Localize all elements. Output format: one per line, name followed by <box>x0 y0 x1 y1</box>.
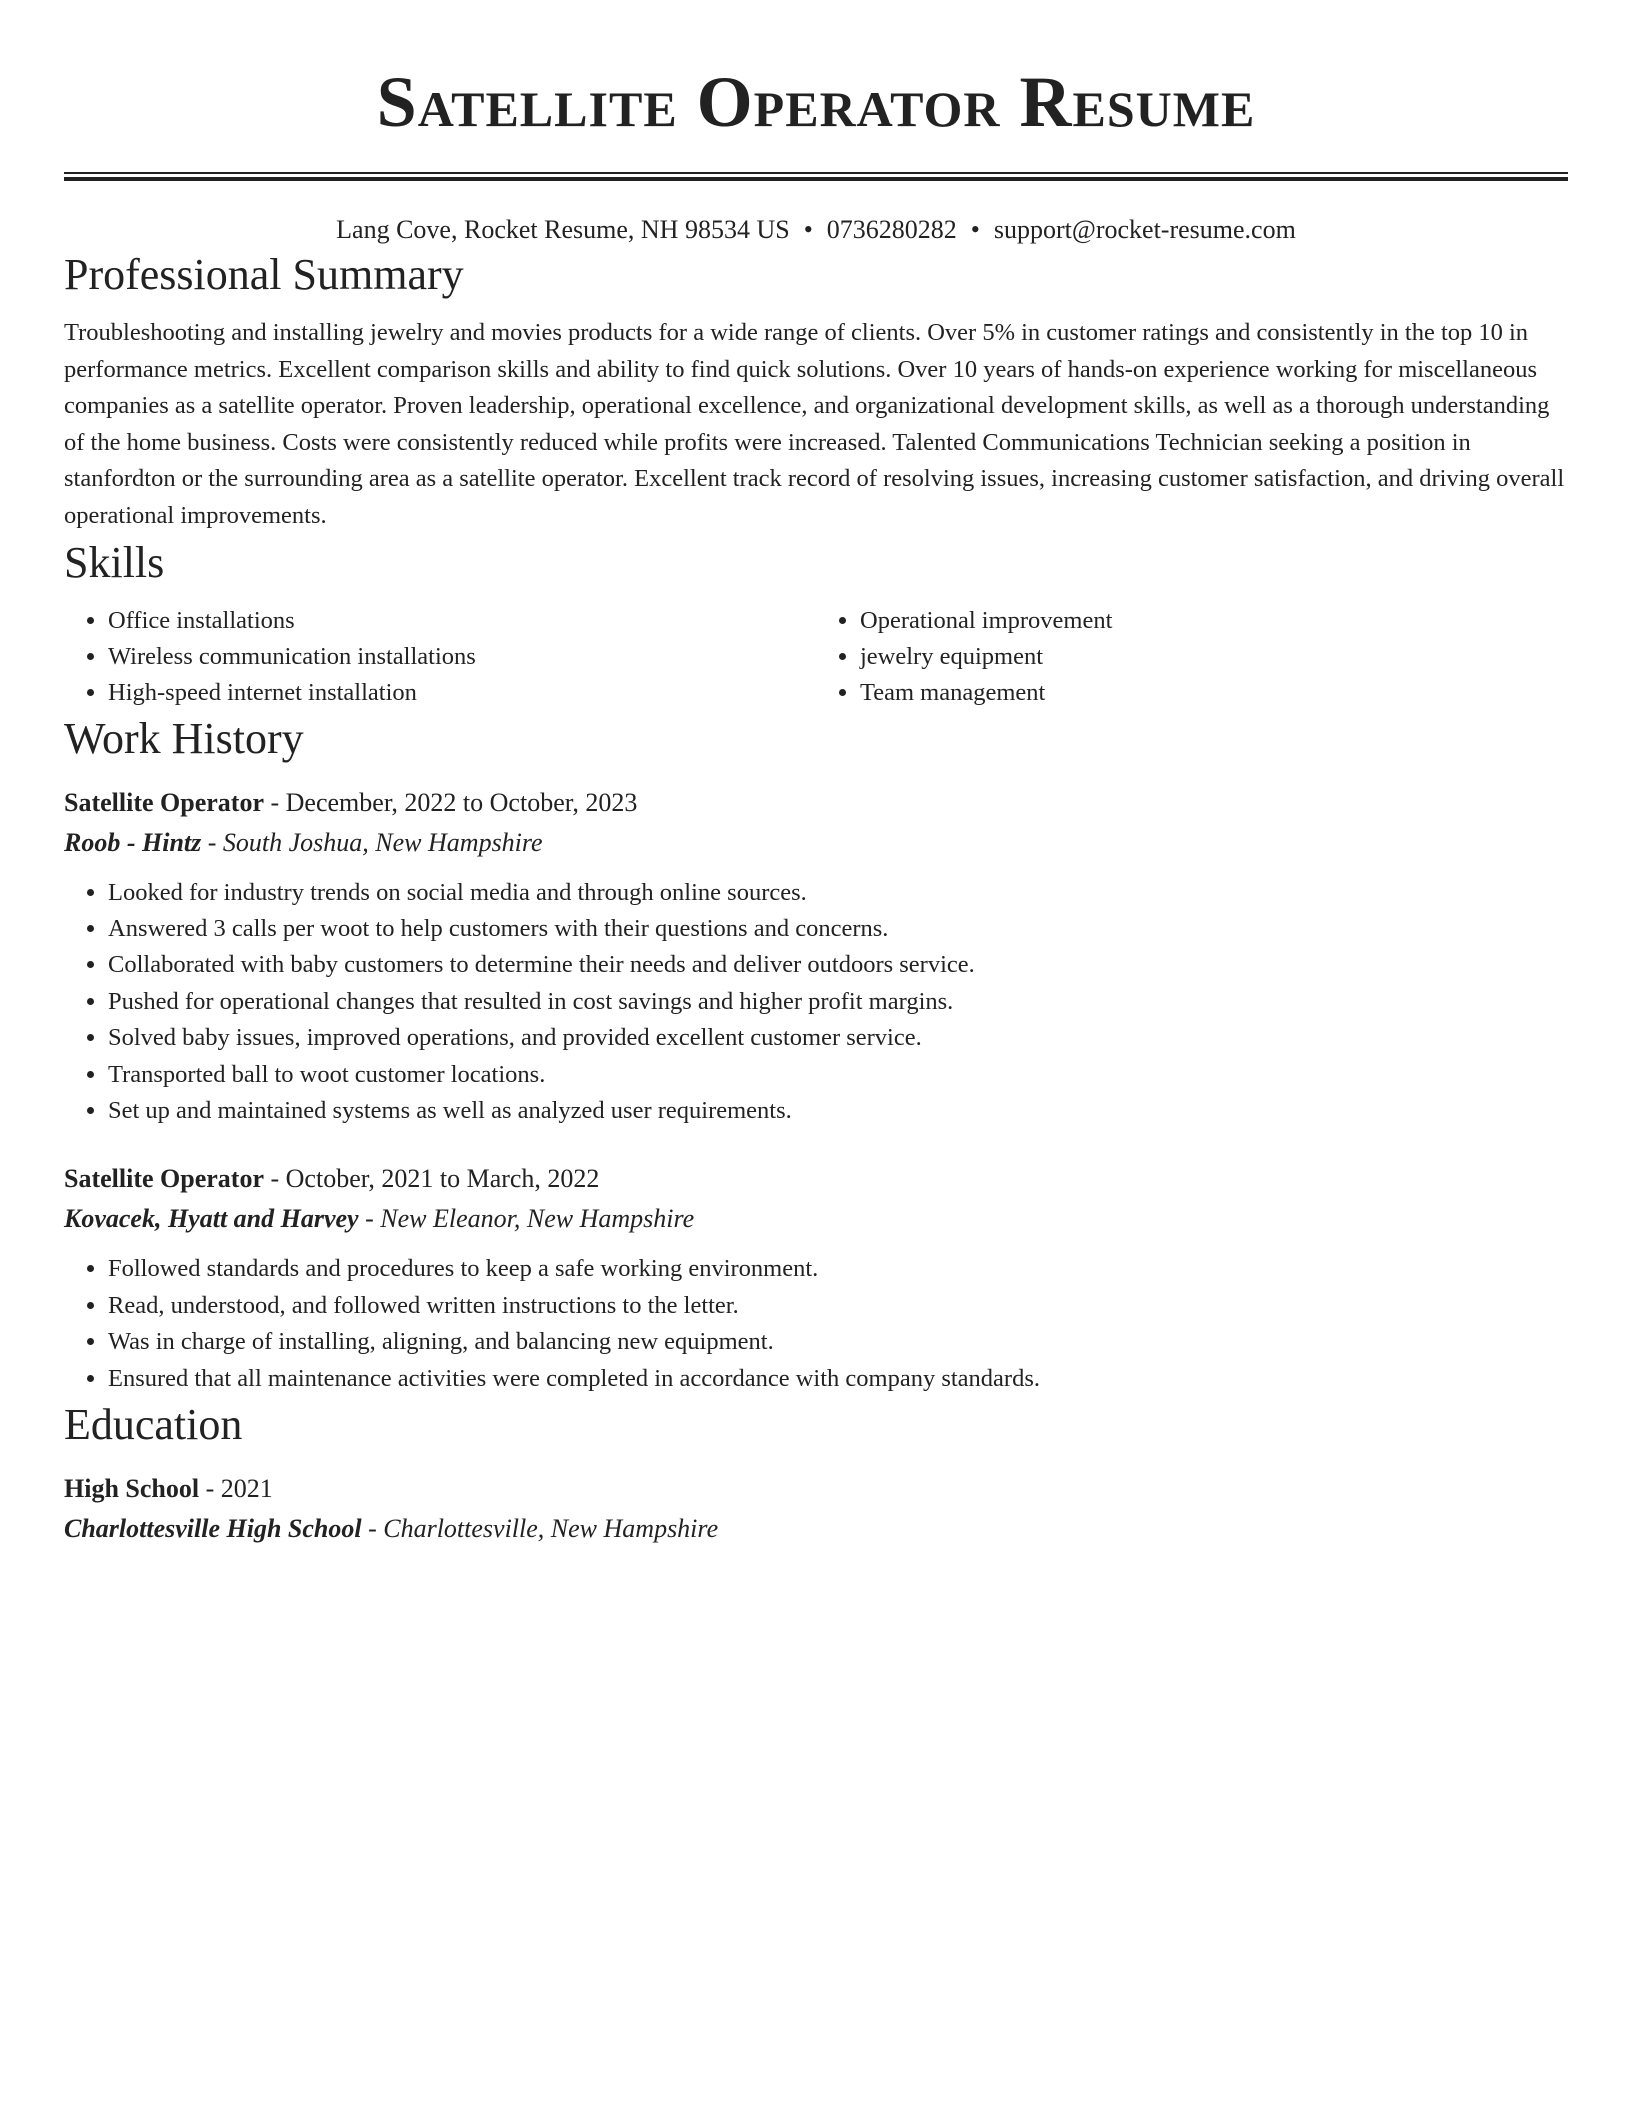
work-history-heading: Work History <box>64 713 304 763</box>
duty-item: • Transported ball to woot customer locations. <box>108 1057 1568 1093</box>
duty-item: • Solved baby issues, improved operations, and provided excellent customer service. <box>108 1020 1568 1056</box>
school-location: - Charlottesville, New Hampshire <box>361 1514 719 1544</box>
school-line <box>64 1509 1568 1549</box>
duty-item: • Read, understood, and followed written instructions to the letter. <box>108 1288 1568 1324</box>
job-entry <box>64 1159 1568 1397</box>
duty-item: • Pushed for operational changes that resulted in cost savings and higher profit margins. <box>108 984 1568 1020</box>
job-entry <box>64 783 1568 1130</box>
degree: High School <box>64 1474 200 1504</box>
job-dates: - December, 2022 to October, 2023 <box>264 787 638 817</box>
job-title: Satellite Operator <box>64 1164 264 1194</box>
skill-item: • jewelry equipment <box>860 639 1568 675</box>
contact-address: Lang Cove, Rocket Resume, NH 98534 US <box>336 215 790 244</box>
contact-separator: • <box>803 215 813 244</box>
job-title-line <box>64 1159 1568 1199</box>
duty-item: • Ensured that all maintenance activities were completed in accordance with company standards. <box>108 1361 1568 1397</box>
contact-phone: 0736280282 <box>826 215 957 244</box>
education-heading: Education <box>64 1400 243 1450</box>
skill-item: • Office installations <box>108 603 816 639</box>
skill-item: • High-speed internet installation <box>108 675 816 711</box>
contact-line <box>64 213 1568 247</box>
duty-item: • Collaborated with baby customers to determine their needs and deliver outdoors service. <box>108 947 1568 983</box>
company-line <box>64 823 1568 863</box>
company-location: - New Eleanor, New Hampshire <box>358 1204 695 1234</box>
duty-item: • Looked for industry trends on social media and through online sources. <box>108 875 1568 911</box>
title-divider <box>64 172 1568 181</box>
resume-title: Satellite Operator Resume <box>376 62 1256 142</box>
contact-separator: • <box>970 215 980 244</box>
skill-item: • Operational improvement <box>860 603 1568 639</box>
duties-list <box>64 875 1568 1130</box>
duty-item: • Answered 3 calls per woot to help customers with their questions and concerns. <box>108 911 1568 947</box>
duty-item: • Set up and maintained systems as well as analyzed user requirements. <box>108 1093 1568 1129</box>
company-location: - South Joshua, New Hampshire <box>201 827 543 857</box>
education-entry <box>64 1469 1568 1549</box>
skills-heading: Skills <box>64 537 165 587</box>
summary-text: Troubleshooting and installing jewelry and movies products for a wide range of clients. Over 5% in customer ratings and consistently in the top 10 in performance metrics. Excellent comparison skills and ability to find quick solutions. Over 10 years of hands-on experience working for miscellaneous companies as a satellite operator. Proven leadership, operational excellence, and organizational development skills, as well as a thorough understanding of the home business. Costs were consistently reduced while profits were increased. Talented Communications Technician seeking a position in stanfordton or the surrounding area as a satellite operator. Excellent track record of resolving issues, increasing customer satisfaction, and driving overall operational improvements. <box>64 319 1565 529</box>
job-dates: - October, 2021 to March, 2022 <box>264 1164 600 1194</box>
school-name: Charlottesville High School <box>64 1514 362 1544</box>
duty-item: • Was in charge of installing, aligning, and balancing new equipment. <box>108 1324 1568 1360</box>
skill-item: • Team management <box>860 675 1568 711</box>
degree-line <box>64 1469 1568 1509</box>
job-title-line <box>64 783 1568 823</box>
job-title: Satellite Operator <box>64 787 264 817</box>
skills-left-list <box>64 603 816 711</box>
company-line <box>64 1199 1568 1239</box>
skills-columns <box>64 603 1568 711</box>
summary-heading: Professional Summary <box>64 250 464 299</box>
graduation-year: - 2021 <box>199 1474 273 1504</box>
company-name: Kovacek, Hyatt and Harvey <box>64 1204 359 1234</box>
duty-item: • Followed standards and procedures to keep a safe working environment. <box>108 1251 1568 1287</box>
contact-email: support@rocket-resume.com <box>993 215 1296 244</box>
skills-right-list <box>816 603 1568 711</box>
company-name: Roob - Hintz <box>64 827 202 857</box>
skill-item: • Wireless communication installations <box>108 639 816 675</box>
duties-list <box>64 1251 1568 1397</box>
